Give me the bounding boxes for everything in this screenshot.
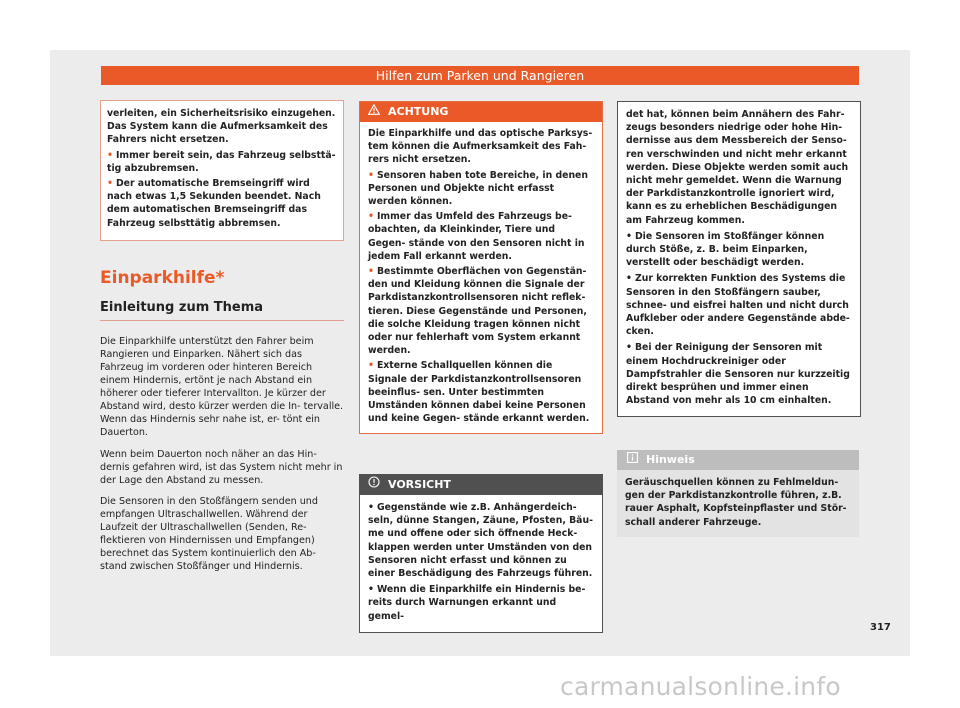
vorsicht-label: VORSICHT: [388, 478, 451, 491]
vorsicht-bullet: • Wenn die Einparkhilfe ein Hindernis be- reits durch Warnungen erkannt und gemel-: [368, 583, 594, 623]
achtung-body: [360, 122, 602, 433]
warning-continuation-text: verleiten, ein Sicherheitsrisiko einzugehen. Das System kann die Aufmerksamkeit des Fahrers nicht ersetzen.: [107, 108, 336, 146]
vorsicht-box: [359, 474, 603, 633]
vorsicht-continuation-text: det hat, können beim Annähern des Fahr- zeugs besonders niedrige oder hohe Hin- dernisse aus dem Messbereich der Senso- ren verschwinden und nicht mehr erkannt werden. Diese Objekte werden somit auch nicht mehr gemeldet. Wenn die Warnung der Parkdistanzkontrolle ignoriert wird, kann es zu erheblichen Beschädigungen am Fahrzeug kommen.: [626, 109, 849, 226]
page-number: 317: [870, 622, 891, 633]
achtung-bullet: • Externe Schallquellen können die Signale der Parkdistanzkontrollsensoren beeinflus- sen. Unter bestimmten Umständen können dabei keine Personen und keine Gegen- stände erkannt werden.: [368, 359, 594, 425]
vorsicht-header: [360, 475, 602, 495]
body-paragraph: Wenn beim Dauerton noch näher an das Hin- dernis gefahren wird, ist das System nicht mehr in der Lage den Abstand zu messen.: [100, 448, 343, 486]
vorsicht-body: [360, 495, 602, 632]
achtung-bullet: • Sensoren haben tote Bereiche, in denen Personen und Objekte nicht erfasst werden können.: [368, 169, 594, 209]
hinweis-header: [617, 450, 859, 470]
achtung-box: [359, 101, 603, 434]
hinweis-label: Hinweis: [646, 453, 695, 466]
vorsicht-continuation-box: [617, 101, 861, 417]
continued-warning-box: [100, 100, 344, 241]
vorsicht-bullet: • Bei der Reinigung der Sensoren mit einem Hochdruckreiniger oder Dampfstrahler die Sensoren nur kurzzeitig direkt besprühen und immer einen Abstand von mehr als 10 cm einhalten.: [626, 341, 852, 407]
vorsicht-bullet: • Gegenstände wie z.B. Anhängerdeich- seln, dünne Stangen, Zäune, Pfosten, Bäu- me und offene oder sich öffnende Heck- klappen werden unter Umständen von den Sensoren nicht erfasst und können zu einer Beschädigung des Fahrzeugs führen.: [368, 501, 594, 580]
body-paragraph: Die Einparkhilfe unterstützt den Fahrer beim Rangieren und Einparken. Nähert sich das Fahrzeug im vorderen oder hinteren Bereich einem Hindernis, ertönt je nach Abstand ein höherer oder tieferer Intervallton. Je kürzer der Abstand wird, desto kürzer werden die In- tervalle. Wenn das Hindernis sehr nahe ist, er- tönt ein Dauerton.: [100, 335, 344, 439]
achtung-intro: Die Einparkhilfe und das optische Parksys- tem können die Aufmerksamkeit des Fah- rers nicht ersetzen.: [368, 128, 593, 166]
achtung-header: [360, 102, 602, 122]
warning-triangle-icon: [368, 102, 380, 122]
left-column: [100, 100, 344, 581]
sub-title: Einleitung zum Thema: [100, 299, 344, 321]
vorsicht-bullet: • Zur korrekten Funktion des Systems die Sensoren in den Stoßfängern sauber, schnee- und eisfrei halten und nicht durch Aufkleber oder andere Gegenstände abde- cken.: [626, 272, 852, 338]
section-title: Einparkhilfe*: [100, 267, 225, 288]
info-icon: [627, 450, 638, 470]
watermark: carmanualsonline.info: [560, 672, 841, 701]
achtung-bullet: • Bestimmte Oberflächen von Gegenstän- den und Kleidung können die Signale der Parkdistanzkontrollsensoren nicht reflek- tieren. Diese Gegenstände und Personen, die solche Kleidung tragen können nicht oder nur fehlerhaft vom System erkannt werden.: [368, 265, 594, 357]
achtung-bullet: • Immer das Umfeld des Fahrzeugs be- obachten, da Kleinkinder, Tiere und Gegen- stände von den Sensoren nicht in jedem Fall erkannt werden.: [368, 210, 594, 263]
vorsicht-bullet: • Die Sensoren im Stoßfänger können durch Stöße, z. B. beim Einparken, verstellt oder beschädigt werden.: [626, 230, 852, 270]
hinweis-box: [617, 450, 859, 537]
vorsicht-continuation-body: [618, 102, 860, 416]
hinweis-text: Geräuschquellen können zu Fehlmeldun- gen der Parkdistanzkontrolle führen, z.B. rauer Asphalt, Kopfsteinpflaster und Stör- schall anderer Fahrzeuge.: [625, 477, 847, 528]
warning-bullet: • Der automatische Bremseingriff wird nach etwas 1,5 Sekunden beendet. Nach dem automatischen Bremseingriff das Fahrzeug selbsttätig abbremsen.: [107, 177, 337, 230]
body-paragraph: Die Sensoren in den Stoßfängern senden und empfangen Ultraschallwellen. Während der Laufzeit der Ultraschallwellen (Senden, Re- flektieren von Hindernissen und Empfangen) berechnet das System kontinuierlich den Ab- stand zwischen Stoßfänger und Hindernis.: [100, 495, 318, 573]
achtung-label: ACHTUNG: [388, 105, 449, 118]
warning-bullet: • Immer bereit sein, das Fahrzeug selbsttä- tig abzubremsen.: [107, 149, 337, 175]
circle-exclamation-icon: [368, 475, 380, 495]
page-header: Hilfen zum Parken und Rangieren: [101, 66, 859, 85]
